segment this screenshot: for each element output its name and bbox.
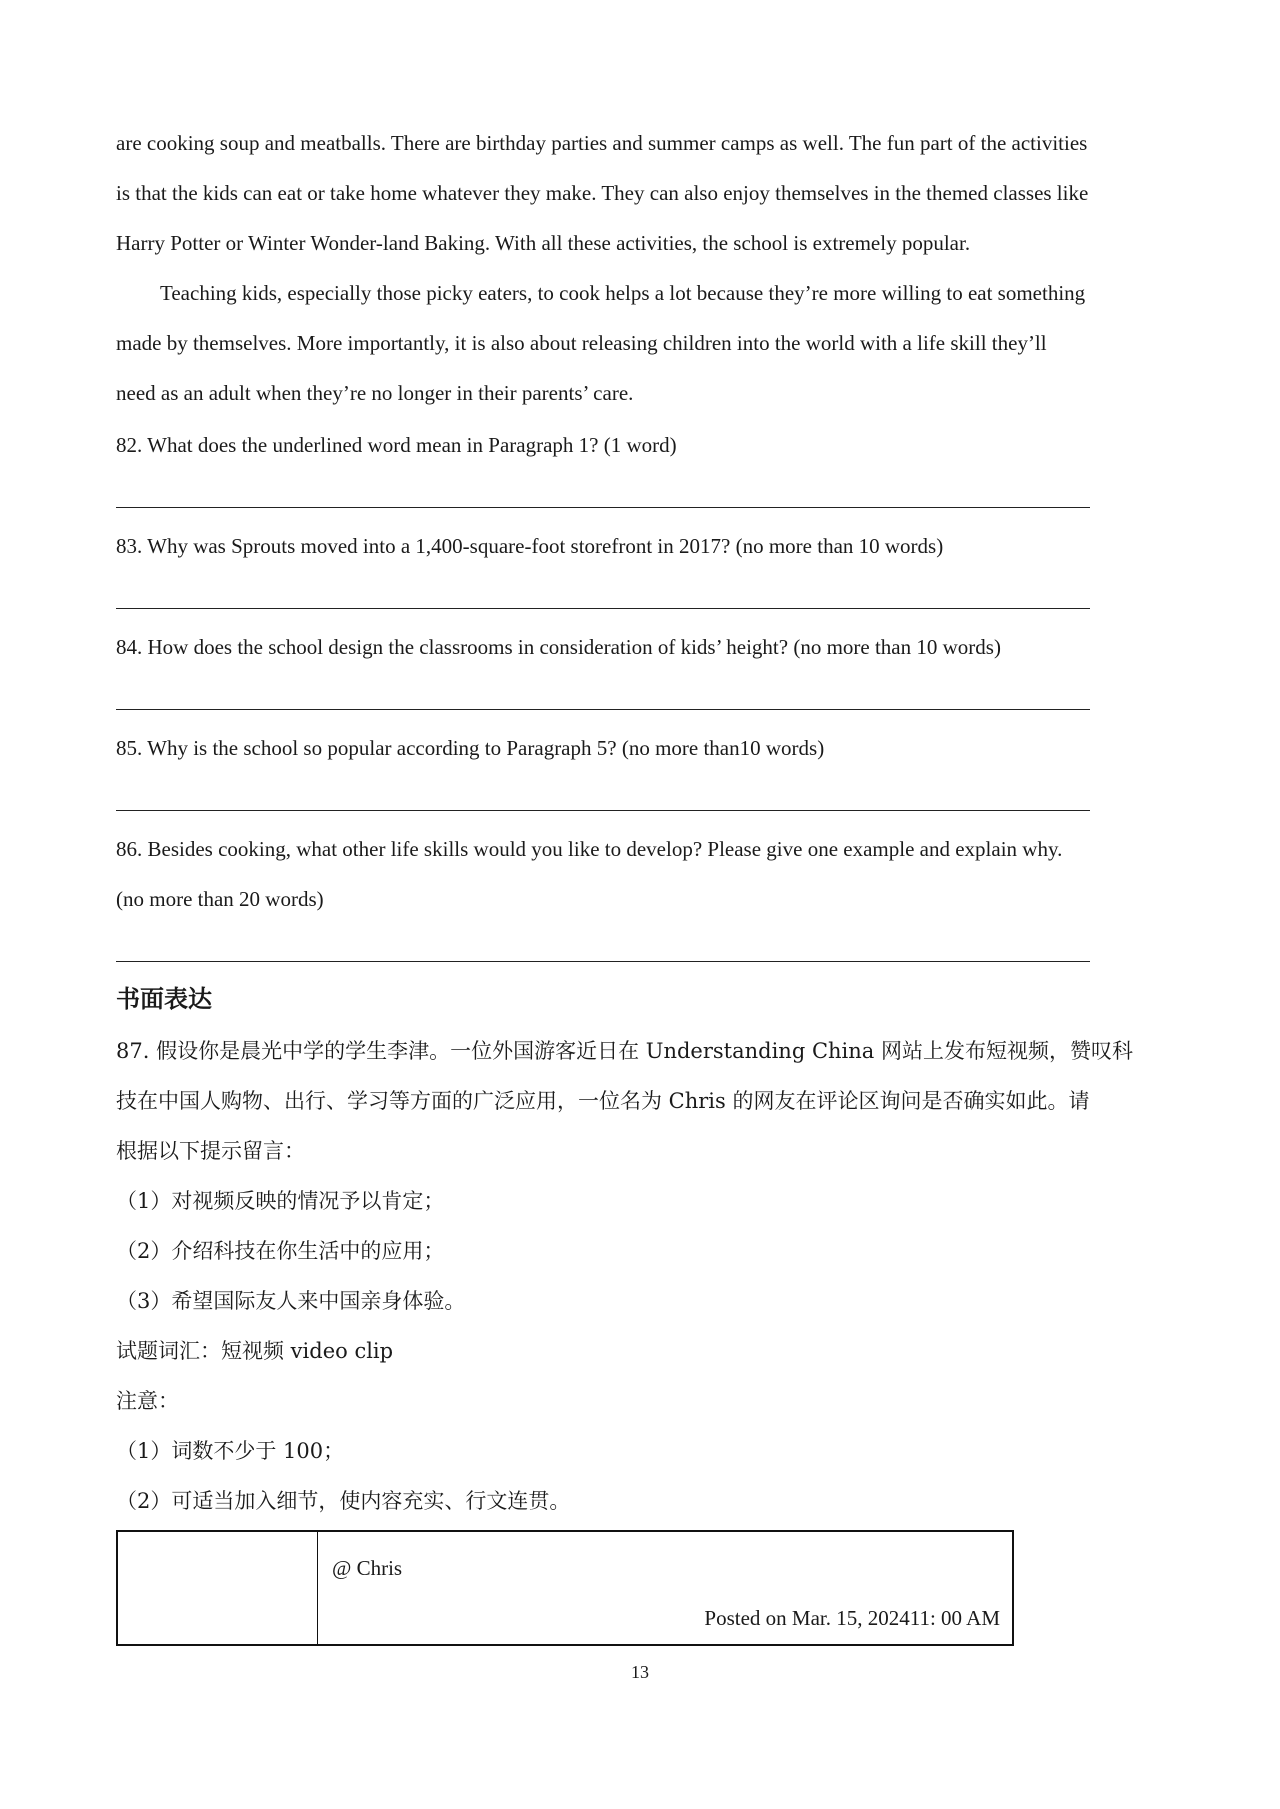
- question-85: 85. Why is the school so popular according to Paragraph 5? (no more than10 words): [116, 736, 825, 760]
- passage-line: is that the kids can eat or take home whatever they make. They can also enjoy themselves in the themed classes like: [116, 181, 1089, 205]
- passage-line: need as an adult when they’re no longer in their parents’ care.: [116, 381, 634, 405]
- answer-line-82[interactable]: [116, 507, 1090, 508]
- writing-point: （2）介绍科技在你生活中的应用；: [116, 1239, 445, 1263]
- writing-point: （3）希望国际友人来中国亲身体验。: [116, 1289, 466, 1313]
- writing-prompt-line: 根据以下提示留言：: [116, 1139, 305, 1163]
- question-86-limit: (no more than 20 words): [116, 887, 324, 911]
- question-83: 83. Why was Sprouts moved into a 1,400-square-foot storefront in 2017? (no more than 10 words): [116, 534, 944, 558]
- writing-note: （2）可适当加入细节，使内容充实、行文连贯。: [116, 1489, 571, 1513]
- passage-paragraph-4: [116, 118, 1176, 268]
- writing-section-heading: 书面表达: [116, 985, 212, 1013]
- answer-line-86[interactable]: [116, 961, 1090, 962]
- writing-note-label: 注意：: [116, 1389, 179, 1413]
- question-84: 84. How does the school design the classrooms in consideration of kids’ height? (no more than 10 words): [116, 635, 1001, 659]
- writing-point: （1）对视频反映的情况予以肯定；: [116, 1189, 445, 1213]
- writing-note: （1）词数不少于 100；: [116, 1439, 345, 1463]
- passage-line: are cooking soup and meatballs. There are birthday parties and summer camps as well. The fun part of the activities: [116, 131, 1088, 155]
- answer-line-83[interactable]: [116, 608, 1090, 609]
- page-number: 13: [631, 1662, 649, 1682]
- passage-line: Harry Potter or Winter Wonder-land Baking. With all these activities, the school is extremely popular.: [116, 231, 971, 255]
- passage-line: made by themselves. More importantly, it is also about releasing children into the world with a life skill they’ll: [116, 331, 1047, 355]
- comment-mention: @ Chris: [332, 1556, 403, 1580]
- answer-line-84[interactable]: [116, 709, 1090, 710]
- passage-paragraph-5: [116, 268, 1176, 418]
- question-82: 82. What does the underlined word mean in Paragraph 1? (1 word): [116, 433, 677, 457]
- comment-answer-box: [116, 1530, 1014, 1646]
- comment-timestamp: Posted on Mar. 15, 202411: 00 AM: [704, 1606, 1000, 1630]
- question-86: 86. Besides cooking, what other life skills would you like to develop? Please give one example and explain why.: [116, 837, 1063, 861]
- comment-avatar-cell: [118, 1532, 318, 1644]
- passage-line: Teaching kids, especially those picky eaters, to cook helps a lot because they’re more willing to eat something: [160, 281, 1086, 305]
- answer-line-85[interactable]: [116, 810, 1090, 811]
- writing-prompt-line: 技在中国人购物、出行、学习等方面的广泛应用，一位名为 Chris 的网友在评论区询问是否确实如此。请: [116, 1089, 1090, 1113]
- writing-prompt-line: 87. 假设你是晨光中学的学生李津。一位外国游客近日在 Understanding China 网站上发布短视频，赞叹科: [116, 1039, 1133, 1063]
- writing-vocab: 试题词汇：短视频 video clip: [116, 1339, 394, 1363]
